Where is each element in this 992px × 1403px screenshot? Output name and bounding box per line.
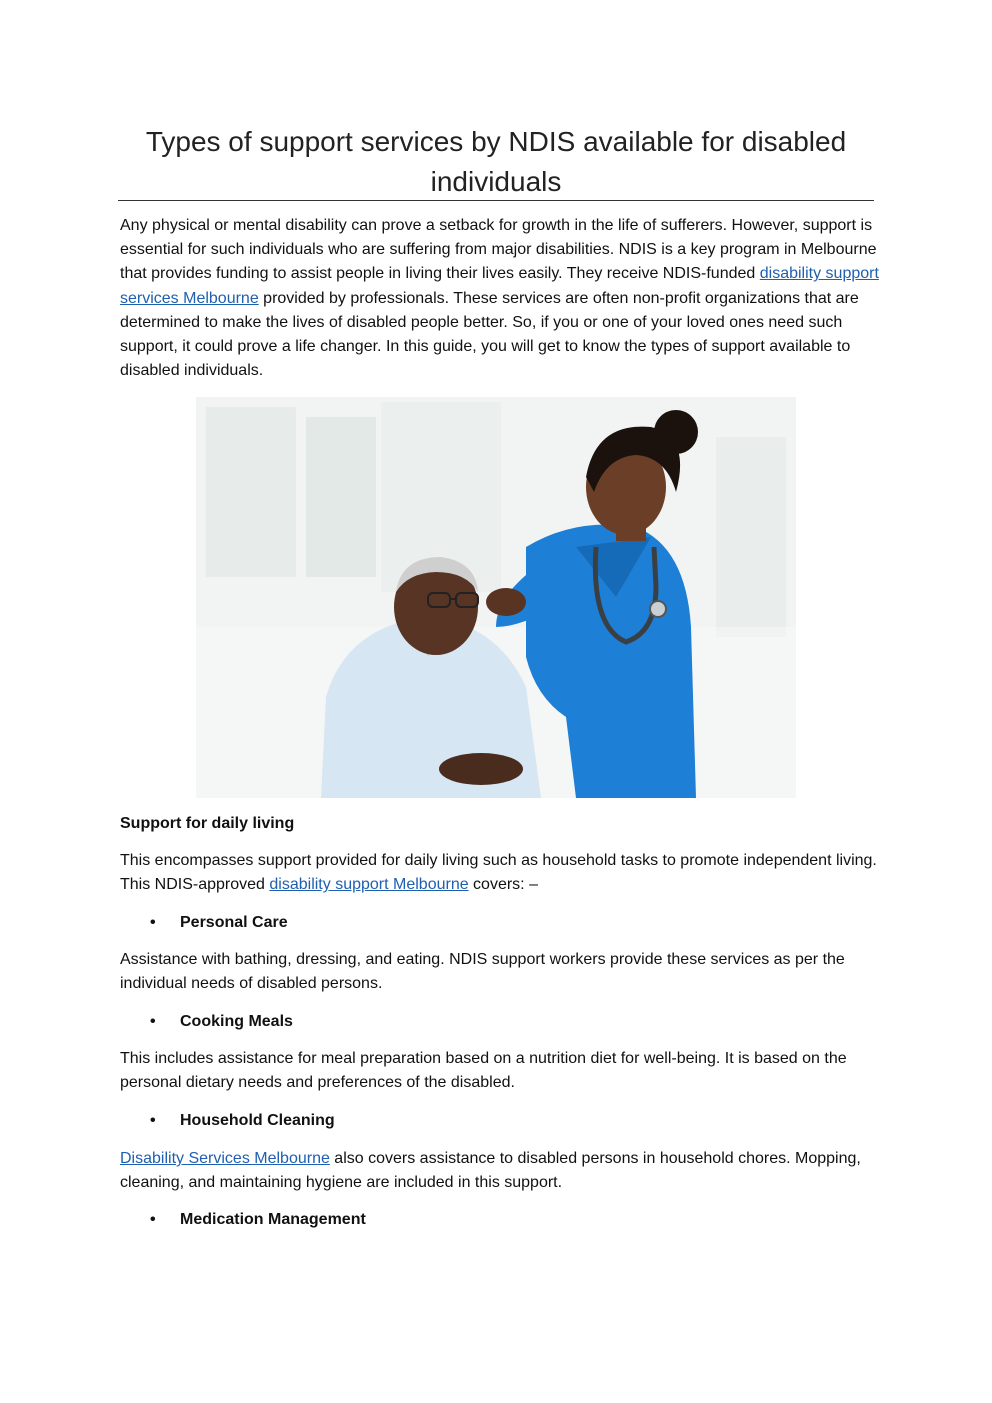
bullet-title: Medication Management (180, 1211, 366, 1228)
bullet-icon: • (150, 914, 156, 931)
bullet-title: Household Cleaning (180, 1112, 335, 1129)
intro-link-disability-support-services[interactable]: disability support services Melbourne (120, 265, 879, 307)
bullet-item (150, 1011, 293, 1033)
bullet-icon: • (150, 1112, 156, 1129)
caregiver-photo (196, 397, 796, 798)
section-intro-text-start: This encompasses support provided for daily living such as household tasks to promote independent living. This NDIS-approved (120, 852, 877, 894)
intro-text-end: provided by professionals. These services are often non-profit organizations that are determined to make the lives of disabled people better. So, if you or one of your loved ones need such support, it could prove a life changer. In this guide, you will get to know the types of support available to disabled individuals. (120, 289, 859, 380)
bullet-description: Assistance with bathing, dressing, and eating. NDIS support workers provide these services as per the individual needs of disabled persons. (120, 951, 845, 993)
bullet-title: Personal Care (180, 914, 288, 931)
bullet-item (150, 1209, 366, 1231)
section-intro-text-end: covers: – (468, 876, 538, 894)
bullet-icon: • (150, 1211, 156, 1228)
section-link-disability-support[interactable]: disability support Melbourne (269, 876, 469, 894)
bullet-item (150, 912, 288, 934)
bullet-description (120, 1147, 880, 1195)
title-underline (118, 200, 874, 201)
section-heading-daily-living: Support for daily living (120, 815, 295, 832)
bullet-description-text: also covers assistance to disabled persons in household chores. Mopping, cleaning, and maintaining hygiene are included in this support. (120, 1150, 861, 1192)
page-title: Types of support services by NDIS available for disabled individuals (145, 126, 847, 197)
bullet-title: Cooking Meals (180, 1013, 293, 1030)
intro-text-start: Any physical or mental disability can prove a setback for growth in the life of sufferers. However, support is essential for such individuals who are suffering from major disabilities. NDIS is a key program in Melbourne that provides funding to assist people in living their lives easily. They receive NDIS-funded (120, 217, 877, 283)
bullet-icon: • (150, 1013, 156, 1030)
link-disability-services-melbourne[interactable]: Disability Services Melbourne (120, 1150, 330, 1167)
intro-paragraph (120, 214, 880, 383)
bullet-item (150, 1110, 335, 1132)
section-intro-paragraph (120, 849, 880, 897)
bullet-description: This includes assistance for meal preparation based on a nutrition diet for well-being. It is based on the personal dietary needs and preferences of the disabled. (120, 1050, 847, 1092)
